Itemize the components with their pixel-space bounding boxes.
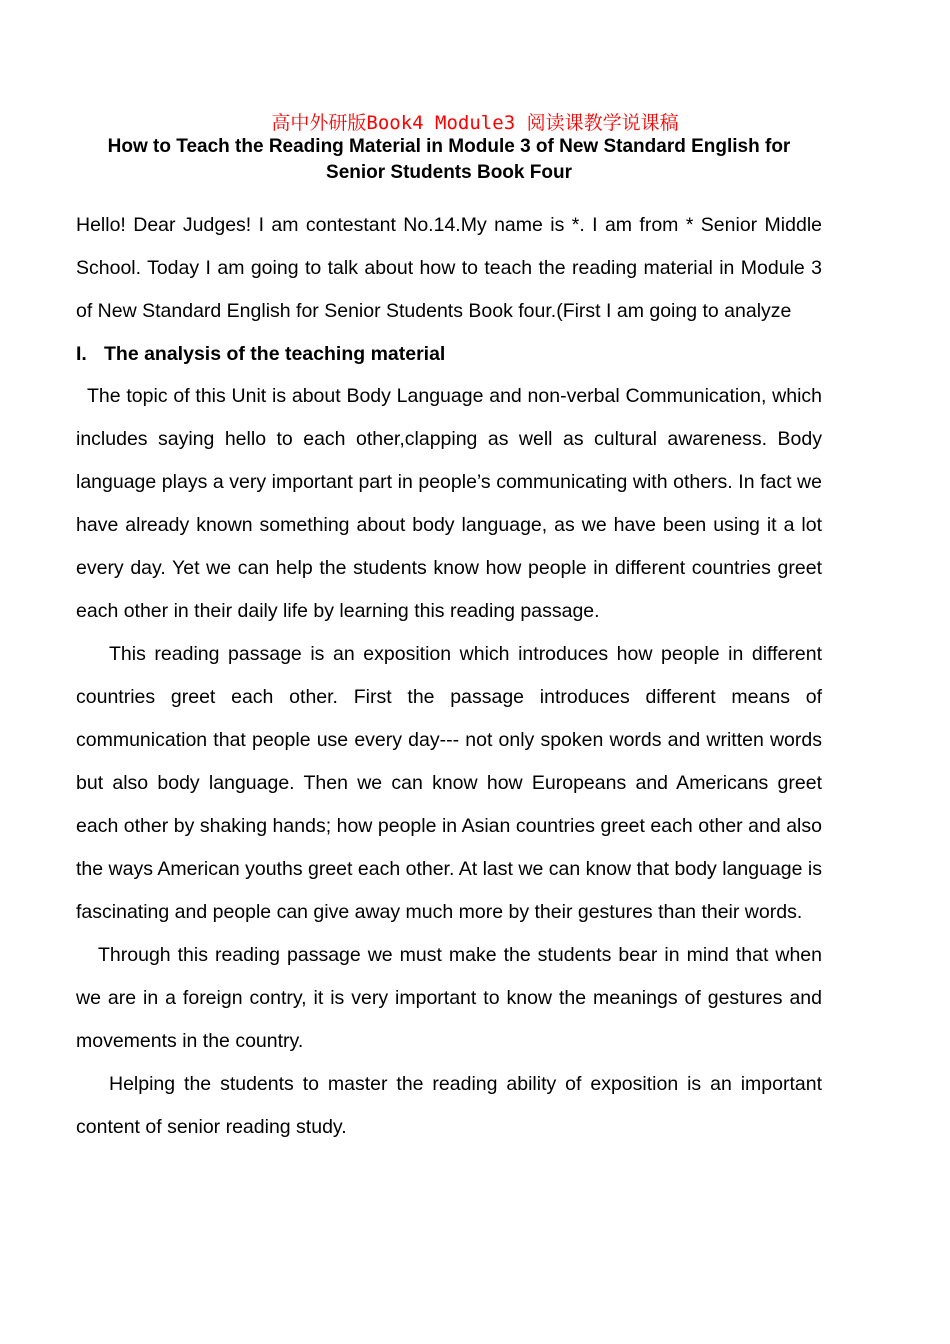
english-title: How to Teach the Reading Material in Module 3 of New Standard English for Senior Students Book Four <box>107 136 791 183</box>
body-paragraph-1: The topic of this Unit is about Body Language and non-verbal Communication, which includes saying hello to each other,clapping as well as cultural awareness. Body language plays a very important part in people’s communicating with others. In fact we have already known something about body language, as we have been using it a lot every day. Yet we can help the students know how people in different countries greet each other in their daily life by learning this reading passage. <box>76 385 822 622</box>
body-paragraph-4: Helping the students to master the reading ability of exposition is an important content of senior reading study. <box>76 1073 822 1138</box>
body-paragraph-3: Through this reading passage we must make the students bear in mind that when we are in a foreign contry, it is very important to know the meanings of gestures and movements in the country. <box>76 944 822 1052</box>
section-number: I. <box>76 343 87 365</box>
body-paragraph-2: This reading passage is an exposition which introduces how people in different countries greet each other. First the passage introduces different means of communication that people use every day--- not only spoken words and written words but also body language. Then we can know how Europeans and Americans greet each other by shaking hands; how people in Asian countries greet each other and also the ways American youths greet each other. At last we can know that body language is fascinating and people can give away much more by their gestures than their words. <box>76 643 822 923</box>
chinese-title: 高中外研版Book4 Module3 阅读课教学说课稿 <box>271 112 679 134</box>
section-heading <box>76 333 822 375</box>
document-body <box>76 204 822 1149</box>
intro-paragraph: Hello! Dear Judges! I am contestant No.14.My name is *. I am from * Senior Middle School. Today I am going to talk about how to teach the reading material in Module 3 of New Standard English for Senior Students Book four.(First I am going to analyze <box>76 214 822 322</box>
section-heading-text: The analysis of the teaching material <box>104 343 446 365</box>
